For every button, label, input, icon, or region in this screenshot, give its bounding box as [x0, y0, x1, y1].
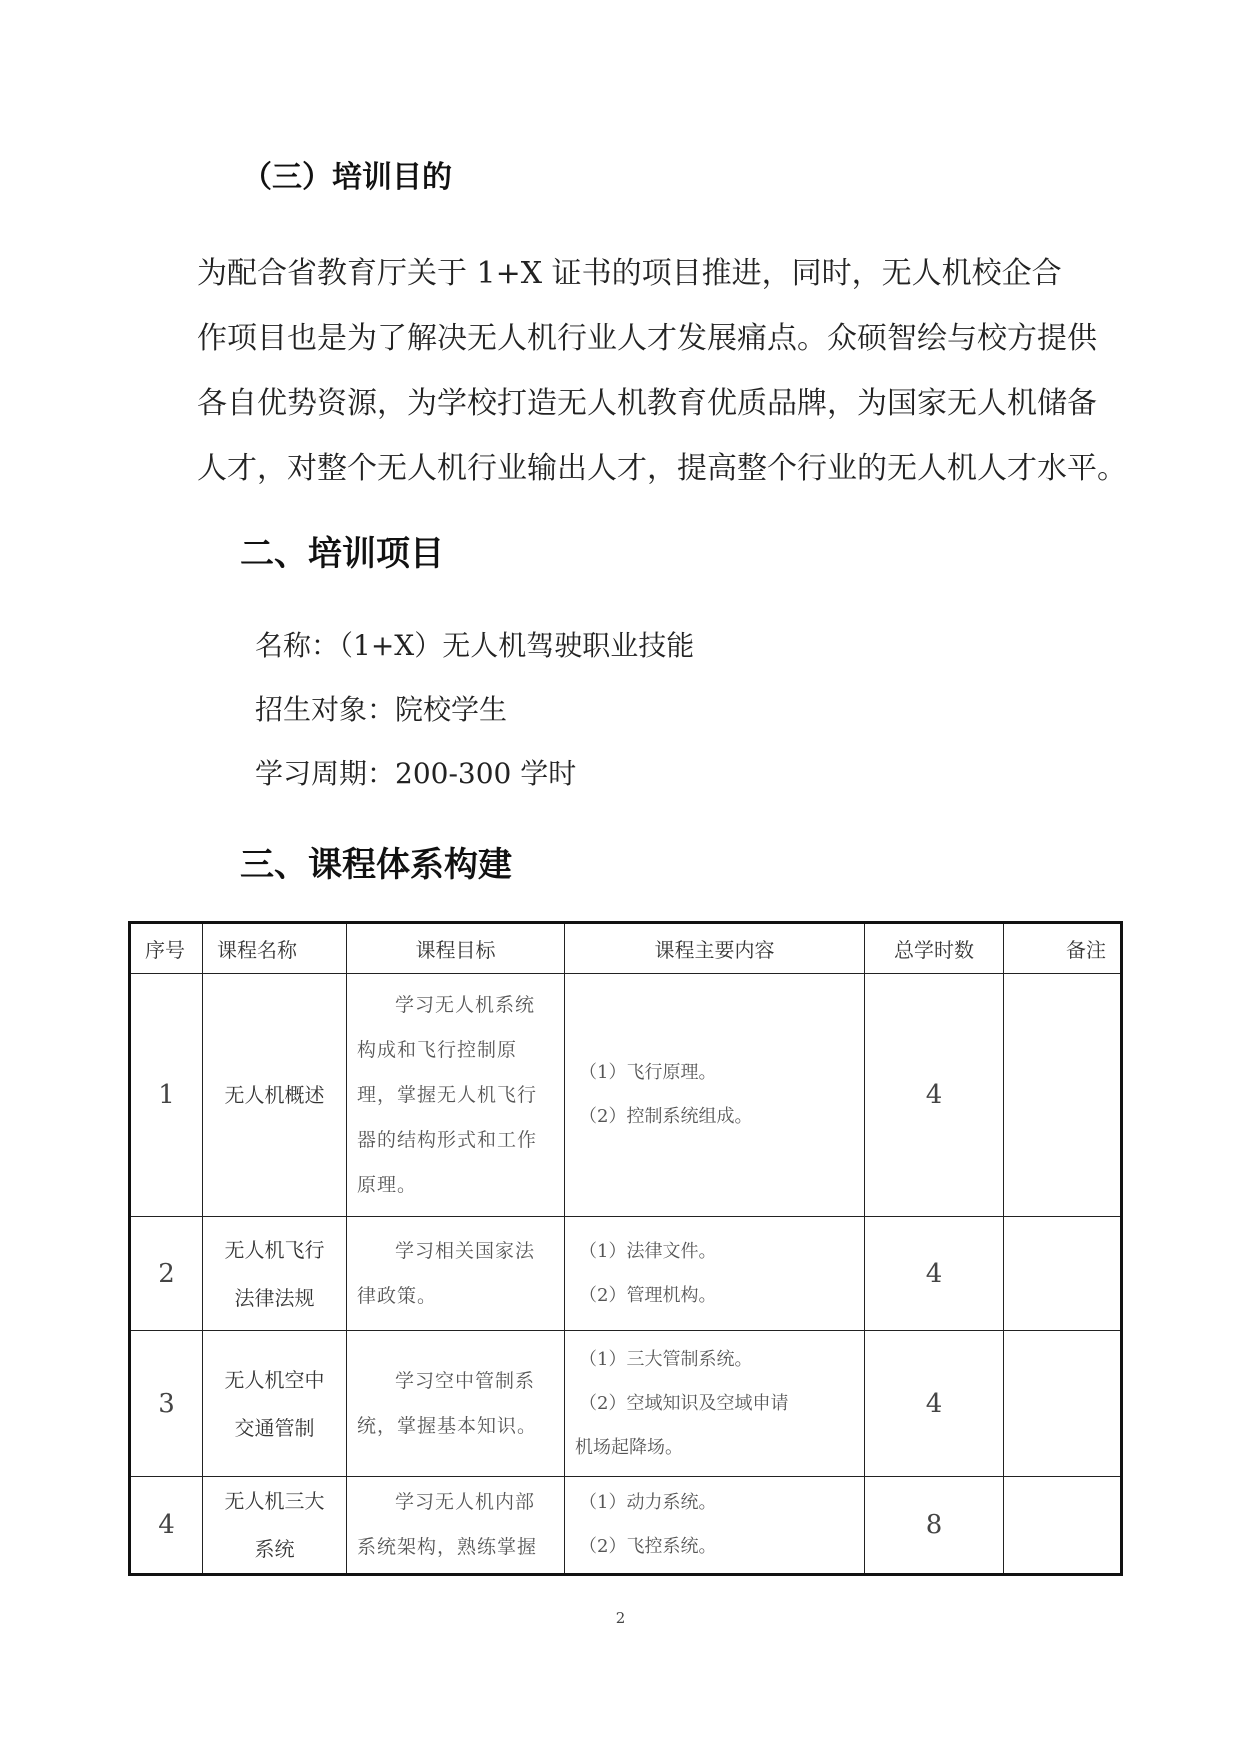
column-header-main-content: 课程主要内容: [565, 923, 865, 974]
total-hours: 8: [865, 1477, 1004, 1575]
content-item: （2）控制系统组成。: [579, 1106, 753, 1127]
table-header-row: [130, 923, 1122, 974]
course-content: [565, 1217, 865, 1331]
course-name: 无人机三大系统: [203, 1477, 347, 1575]
content-item: （2）管理机构。: [579, 1284, 717, 1306]
row-number: 1: [130, 974, 203, 1217]
paragraph-line: 各自优势资源，为学校打造无人机教育优质品牌，为国家无人机储备: [197, 386, 1097, 421]
content-item: （1）飞行原理。: [579, 1062, 717, 1083]
total-hours: 4: [865, 974, 1004, 1217]
remarks: [1004, 1477, 1122, 1575]
remarks: [1004, 1217, 1122, 1331]
project-name: 名称：（1+X）无人机驾驶职业技能: [255, 629, 695, 662]
course-goal: 学习无人机内部系统架构，熟练掌握: [347, 1477, 565, 1575]
course-goal: 学习无人机系统构成和飞行控制原理，掌握无人机飞行器的结构形式和工作原理。: [347, 974, 565, 1217]
course-name: 无人机空中交通管制: [203, 1331, 347, 1477]
enrollment-target: 招生对象：院校学生: [255, 693, 508, 726]
content-item: （1）法律文件。: [579, 1240, 717, 1262]
table-row: [130, 974, 1122, 1217]
course-content: [565, 1331, 865, 1477]
row-number: 4: [130, 1477, 203, 1575]
column-header-no: 序号: [130, 923, 203, 974]
content-item: （1）动力系统。: [579, 1492, 717, 1513]
paragraph-line: 人才，对整个无人机行业输出人才，提高整个行业的无人机人才水平。: [197, 451, 1127, 486]
course-goal: 学习相关国家法律政策。: [347, 1217, 565, 1331]
row-number: 2: [130, 1217, 203, 1331]
course-content: [565, 1477, 865, 1575]
remarks: [1004, 1331, 1122, 1477]
row-number: 3: [130, 1331, 203, 1477]
content-item: 机场起降场。: [575, 1436, 683, 1458]
column-header-course-goal: 课程目标: [347, 923, 565, 974]
table-row: [130, 1331, 1122, 1477]
content-item: （1）三大管制系统。: [579, 1348, 753, 1370]
section-heading-curriculum: 三、课程体系构建: [240, 845, 512, 885]
curriculum-table: [128, 921, 1123, 1576]
table-row: [130, 1477, 1122, 1575]
paragraph-line: 作项目也是为了解决无人机行业人才发展痛点。众硕智绘与校方提供: [197, 321, 1097, 356]
total-hours: 4: [865, 1217, 1004, 1331]
section-heading-training-purpose: （三）培训目的: [242, 160, 452, 195]
course-name: 无人机概述: [203, 974, 347, 1217]
section-heading-training-project: 二、培训项目: [240, 534, 444, 574]
paragraph-line: 为配合省教育厅关于 1+X 证书的项目推进，同时，无人机校企合: [197, 256, 1062, 291]
course-name: 无人机飞行法律法规: [203, 1217, 347, 1331]
page-number: 2: [615, 1609, 626, 1627]
content-item: （2）飞控系统。: [579, 1536, 717, 1557]
column-header-remarks: 备注: [1004, 923, 1122, 974]
column-header-course-name: 课程名称: [203, 923, 347, 974]
total-hours: 4: [865, 1331, 1004, 1477]
course-goal: 学习空中管制系统，掌握基本知识。: [347, 1331, 565, 1477]
remarks: [1004, 974, 1122, 1217]
column-header-total-hours: 总学时数: [865, 923, 1004, 974]
content-item: （2）空域知识及空域申请: [579, 1392, 789, 1414]
study-period: 学习周期：200-300 学时: [255, 757, 577, 790]
table-row: [130, 1217, 1122, 1331]
course-content: [565, 974, 865, 1217]
